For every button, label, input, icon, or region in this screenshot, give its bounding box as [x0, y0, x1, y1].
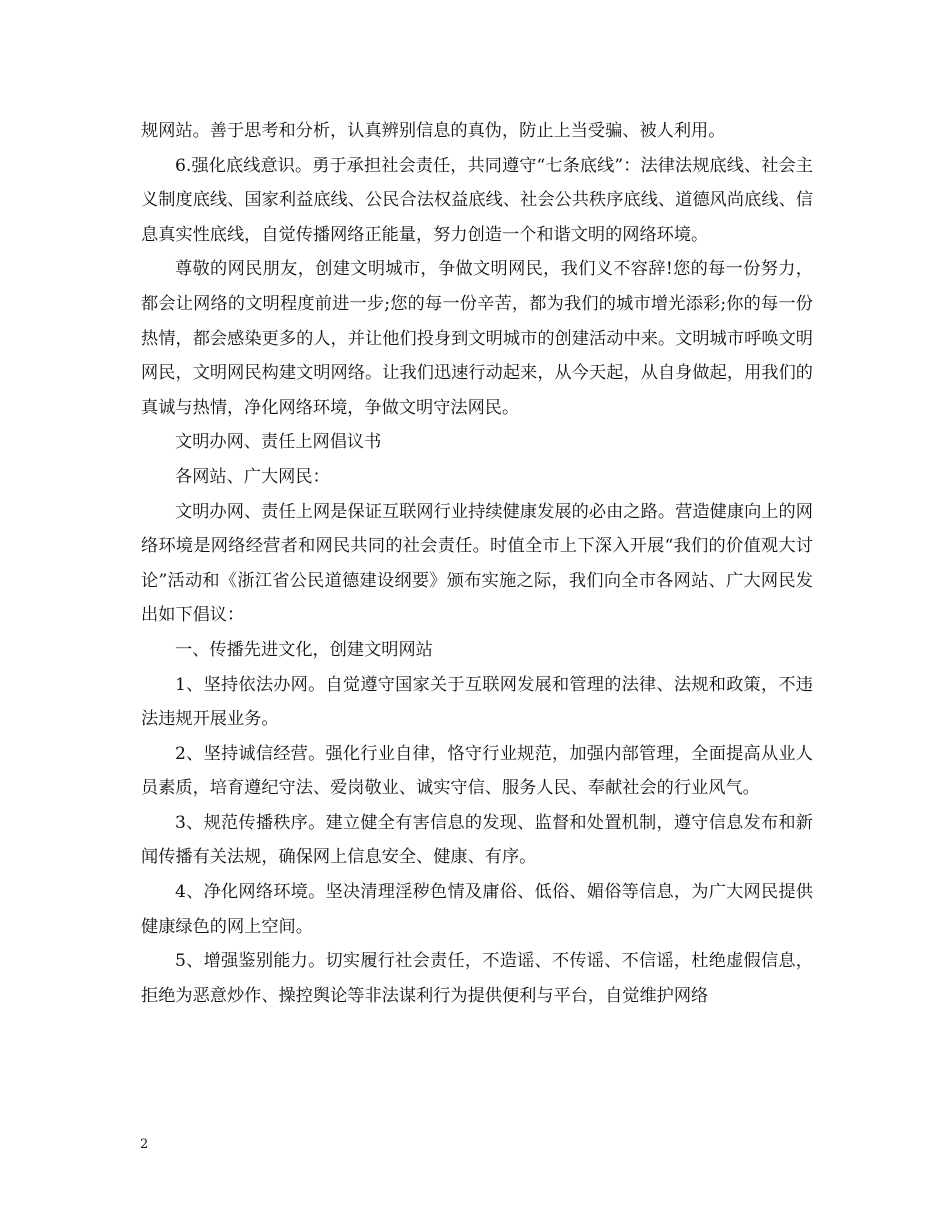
proposal-title: 文明办网、责任上网倡议书: [175, 432, 382, 453]
item-4-purify-environment: 4、净化网络环境。坚决清理淫秽色情及庸俗、低俗、媚俗等信息，为广大网民提供健康绿色的网上空间。: [141, 882, 813, 937]
salutation: 各网站、广大网民：: [175, 466, 330, 487]
paragraph-introduction: 文明办网、责任上网是保证互联网行业持续健康发展的必由之路。营造健康向上的网络环境是网络经营者和网民共同的社会责任。时值全市上下深入开展“我们的价值观大讨论”活动和《浙江省公民道德建设纲要》颁布实施之际，我们向全市各网站、广大网民发出如下倡议：: [141, 501, 813, 626]
item-2-honest-operation: 2、坚持诚信经营。强化行业自律，恪守行业规范，加强内部管理，全面提高从业人员素质，培育遵纪守法、爱岗敬业、诚实守信、服务人民、奉献社会的行业风气。: [141, 743, 813, 799]
section-heading-1: 一、传播先进文化，创建文明网站: [175, 639, 433, 660]
document-body: [141, 114, 813, 1013]
page-number: 2: [140, 1137, 149, 1152]
item-3-dissemination-order: 3、规范传播秩序。建立健全有害信息的发现、监督和处置机制，遵守信息发布和新闻传播有关法规，确保网上信息安全、健康、有序。: [141, 812, 813, 868]
item-5-identification-ability: 5、增强鉴别能力。切实履行社会责任，不造谣、不传谣、不信谣，杜绝虚假信息，拒绝为恶意炒作、操控舆论等非法谋利行为提供便利与平台，自觉维护网络: [141, 951, 813, 1006]
paragraph-dear-netizens: 尊敬的网民朋友，创建文明城市，争做文明网民，我们义不容辞!您的每一份努力，都会让网络的文明程度前进一步;您的每一份辛苦，都为我们的城市增光添彩;你的每一份热情，都会感染更多的人，并让他们投身到文明城市的创建活动中来。文明城市呼唤文明网民，文明网民构建文明网络。让我们迅速行动起来，从今天起，从自身做起，用我们的真诚与热情，净化网络环境，争做文明守法网民。: [141, 259, 813, 418]
paragraph-continuation: 规网站。善于思考和分析，认真辨别信息的真伪，防止上当受骗、被人利用。: [141, 121, 726, 141]
item-1-lawful-operation: 1、坚持依法办网。自觉遵守国家关于互联网发展和管理的法律、法规和政策，不违法违规开展业务。: [141, 674, 813, 730]
paragraph-bottom-line-awareness: 6.强化底线意识。勇于承担社会责任，共同遵守“七条底线”：法律法规底线、社会主义制度底线、国家利益底线、公民合法权益底线、社会公共秩序底线、道德风尚底线、信息真实性底线，自觉传播网络正能量，努力创造一个和谐文明的网络环境。: [141, 155, 813, 245]
